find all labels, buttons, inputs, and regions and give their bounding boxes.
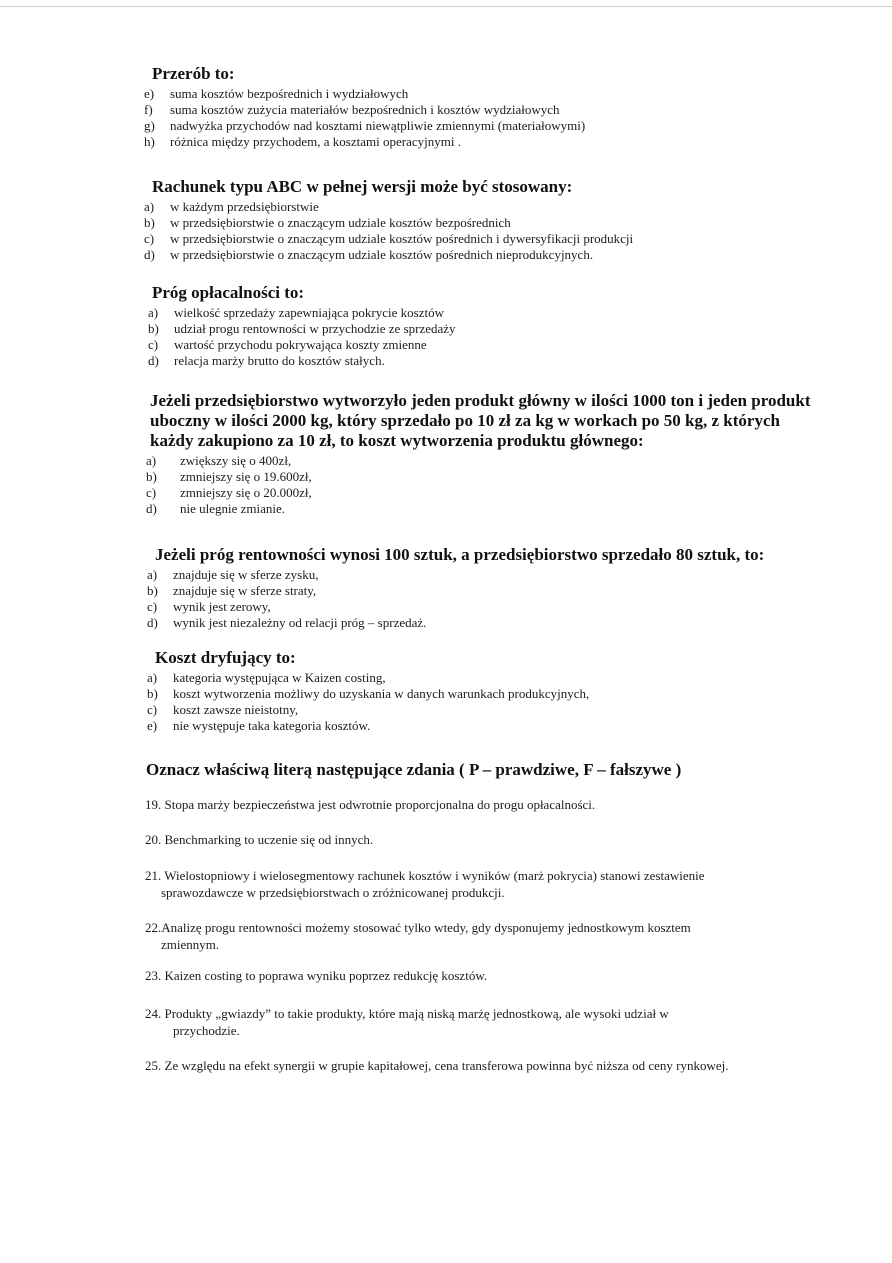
option-letter: b): [148, 321, 159, 336]
option-text: znajduje się w sferze straty,: [173, 583, 317, 598]
option-item: [148, 305, 812, 321]
question-6: [147, 648, 815, 734]
option-text: w przedsiębiorstwie o znaczącym udziale kosztów pośrednich nieprodukcyjnych.: [170, 247, 594, 262]
question-4: [146, 391, 825, 517]
option-list: [148, 305, 812, 369]
option-item: [146, 485, 825, 501]
option-list: [144, 86, 812, 150]
option-list: [147, 670, 815, 734]
option-item: [144, 86, 812, 102]
option-letter: c): [144, 231, 155, 246]
option-text: suma kosztów bezpośrednich i wydziałowych: [170, 86, 409, 101]
statement-text: 21. Wielostopniowy i wielosegmentowy rachunek kosztów i wyników (marż pokrycia) stanowi zestawienie: [145, 868, 705, 883]
option-item: [147, 599, 815, 615]
option-text: wynik jest zerowy,: [173, 599, 271, 614]
option-item: [147, 567, 815, 583]
option-letter: d): [147, 615, 158, 630]
option-item: [148, 321, 812, 337]
question-title: Koszt dryfujący to:: [155, 648, 296, 667]
option-text: koszt wytworzenia możliwy do uzyskania w danych warunkach produkcyjnych,: [173, 686, 590, 701]
true-false-section: [146, 760, 846, 780]
statement-text: 22.Analizę progu rentowności możemy stosować tylko wtedy, gdy dysponujemy jednostkowym kosztem: [145, 920, 691, 935]
option-item: [144, 118, 812, 134]
question-title: Przerób to:: [152, 64, 235, 83]
option-item: [147, 583, 815, 599]
option-item: [146, 469, 825, 485]
option-text: relacja marży brutto do kosztów stałych.: [174, 353, 385, 368]
question-2: [144, 177, 812, 263]
question-3: [148, 283, 812, 369]
question-title: Rachunek typu ABC w pełnej wersji może być stosowany:: [152, 177, 573, 196]
statement-text: 24. Produkty „gwiazdy” to takie produkty, które mają niską marżę jednostkową, ale wysoki udział w: [145, 1006, 669, 1021]
option-letter: b): [144, 215, 155, 230]
statement-continuation: przychodzie.: [173, 1022, 240, 1038]
option-list: [144, 199, 812, 263]
statement-text: 25. Ze względu na efekt synergii w grupie kapitałowej, cena transferowa powinna być niższa od ceny rynkowej.: [145, 1058, 729, 1073]
option-list: [147, 567, 815, 631]
statement-text: 19. Stopa marży bezpieczeństwa jest odwrotnie proporcjonalna do progu opłacalności.: [145, 797, 596, 812]
option-letter: c): [146, 485, 157, 500]
option-text: wynik jest niezależny od relacji próg – sprzedaż.: [173, 615, 427, 630]
question-title: Jeżeli przedsiębiorstwo wytworzyło jeden produkt główny w ilości 1000 ton i jeden produkt uboczny w ilości 2000 kg, który sprzedało po 10 zł za kg w workach po 50 kg, z których każdy zakupiono za 10 zł, to koszt wytworzenia produktu głównego:: [150, 391, 811, 450]
option-text: zmniejszy się o 20.000zł,: [180, 485, 312, 500]
option-item: [144, 134, 812, 150]
statement-22: [145, 920, 845, 953]
question-title: Jeżeli próg rentowności wynosi 100 sztuk, a przedsiębiorstwo sprzedało 80 sztuk, to:: [155, 545, 765, 564]
option-text: udział progu rentowności w przychodzie ze sprzedaży: [174, 321, 456, 336]
option-item: [147, 615, 815, 631]
statement-continuation: zmiennym.: [161, 936, 220, 952]
option-letter: d): [146, 501, 157, 516]
option-letter: g): [144, 118, 155, 133]
option-list: [146, 453, 825, 517]
option-item: [148, 353, 812, 369]
option-letter: a): [148, 305, 159, 320]
option-item: [146, 453, 825, 469]
statement-21: [145, 868, 845, 901]
option-item: [144, 247, 812, 263]
option-item: [144, 102, 812, 118]
statement-20: [145, 832, 845, 849]
question-5: [147, 545, 815, 631]
option-text: kategoria występująca w Kaizen costing,: [173, 670, 386, 685]
option-letter: e): [147, 718, 158, 733]
option-letter: d): [144, 247, 155, 262]
statement-19: [145, 797, 845, 814]
option-item: [147, 670, 815, 686]
statement-text: 23. Kaizen costing to poprawa wyniku poprzez redukcję kosztów.: [145, 968, 488, 983]
option-text: zwiększy się o 400zł,: [180, 453, 292, 468]
option-letter: b): [147, 583, 158, 598]
option-item: [148, 337, 812, 353]
statement-continuation: sprawozdawcze w przedsiębiorstwach o zróżnicowanej produkcji.: [161, 884, 505, 900]
option-letter: b): [147, 686, 158, 701]
statement-24: [145, 1006, 845, 1039]
option-letter: b): [146, 469, 157, 484]
statement-text: 20. Benchmarking to uczenie się od innych.: [145, 832, 374, 847]
option-letter: f): [144, 102, 153, 117]
statement-23: [145, 968, 845, 985]
option-text: w przedsiębiorstwie o znaczącym udziale kosztów bezpośrednich: [170, 215, 511, 230]
option-letter: a): [144, 199, 155, 214]
statement-25: [145, 1058, 845, 1075]
option-text: koszt zawsze nieistotny,: [173, 702, 299, 717]
option-letter: a): [147, 567, 158, 582]
section-title: Oznacz właściwą literą następujące zdania ( P – prawdziwe, F – fałszywe ): [146, 760, 682, 779]
option-item: [146, 501, 825, 517]
option-letter: h): [144, 134, 155, 149]
option-item: [144, 231, 812, 247]
option-text: nie występuje taka kategoria kosztów.: [173, 718, 371, 733]
question-1: [144, 64, 812, 150]
option-text: suma kosztów zużycia materiałów bezpośrednich i kosztów wydziałowych: [170, 102, 560, 117]
option-text: nie ulegnie zmianie.: [180, 501, 286, 516]
option-item: [147, 686, 815, 702]
option-item: [144, 215, 812, 231]
option-text: w każdym przedsiębiorstwie: [170, 199, 319, 214]
option-text: w przedsiębiorstwie o znaczącym udziale kosztów pośrednich i dywersyfikacji produkcji: [170, 231, 634, 246]
option-letter: e): [144, 86, 155, 101]
option-text: nadwyżka przychodów nad kosztami niewątpliwie zmiennymi (materiałowymi): [170, 118, 586, 133]
option-item: [144, 199, 812, 215]
option-letter: c): [147, 599, 158, 614]
option-text: wielkość sprzedaży zapewniająca pokrycie kosztów: [174, 305, 444, 320]
option-text: znajduje się w sferze zysku,: [173, 567, 319, 582]
option-letter: c): [148, 337, 159, 352]
option-item: [147, 702, 815, 718]
option-item: [147, 718, 815, 734]
option-letter: d): [148, 353, 159, 368]
option-text: różnica między przychodem, a kosztami operacyjnymi .: [170, 134, 461, 149]
option-letter: a): [147, 670, 158, 685]
question-title: Próg opłacalności to:: [152, 283, 305, 302]
option-letter: a): [146, 453, 157, 468]
option-letter: c): [147, 702, 158, 717]
option-text: wartość przychodu pokrywająca koszty zmienne: [174, 337, 427, 352]
option-text: zmniejszy się o 19.600zł,: [180, 469, 312, 484]
